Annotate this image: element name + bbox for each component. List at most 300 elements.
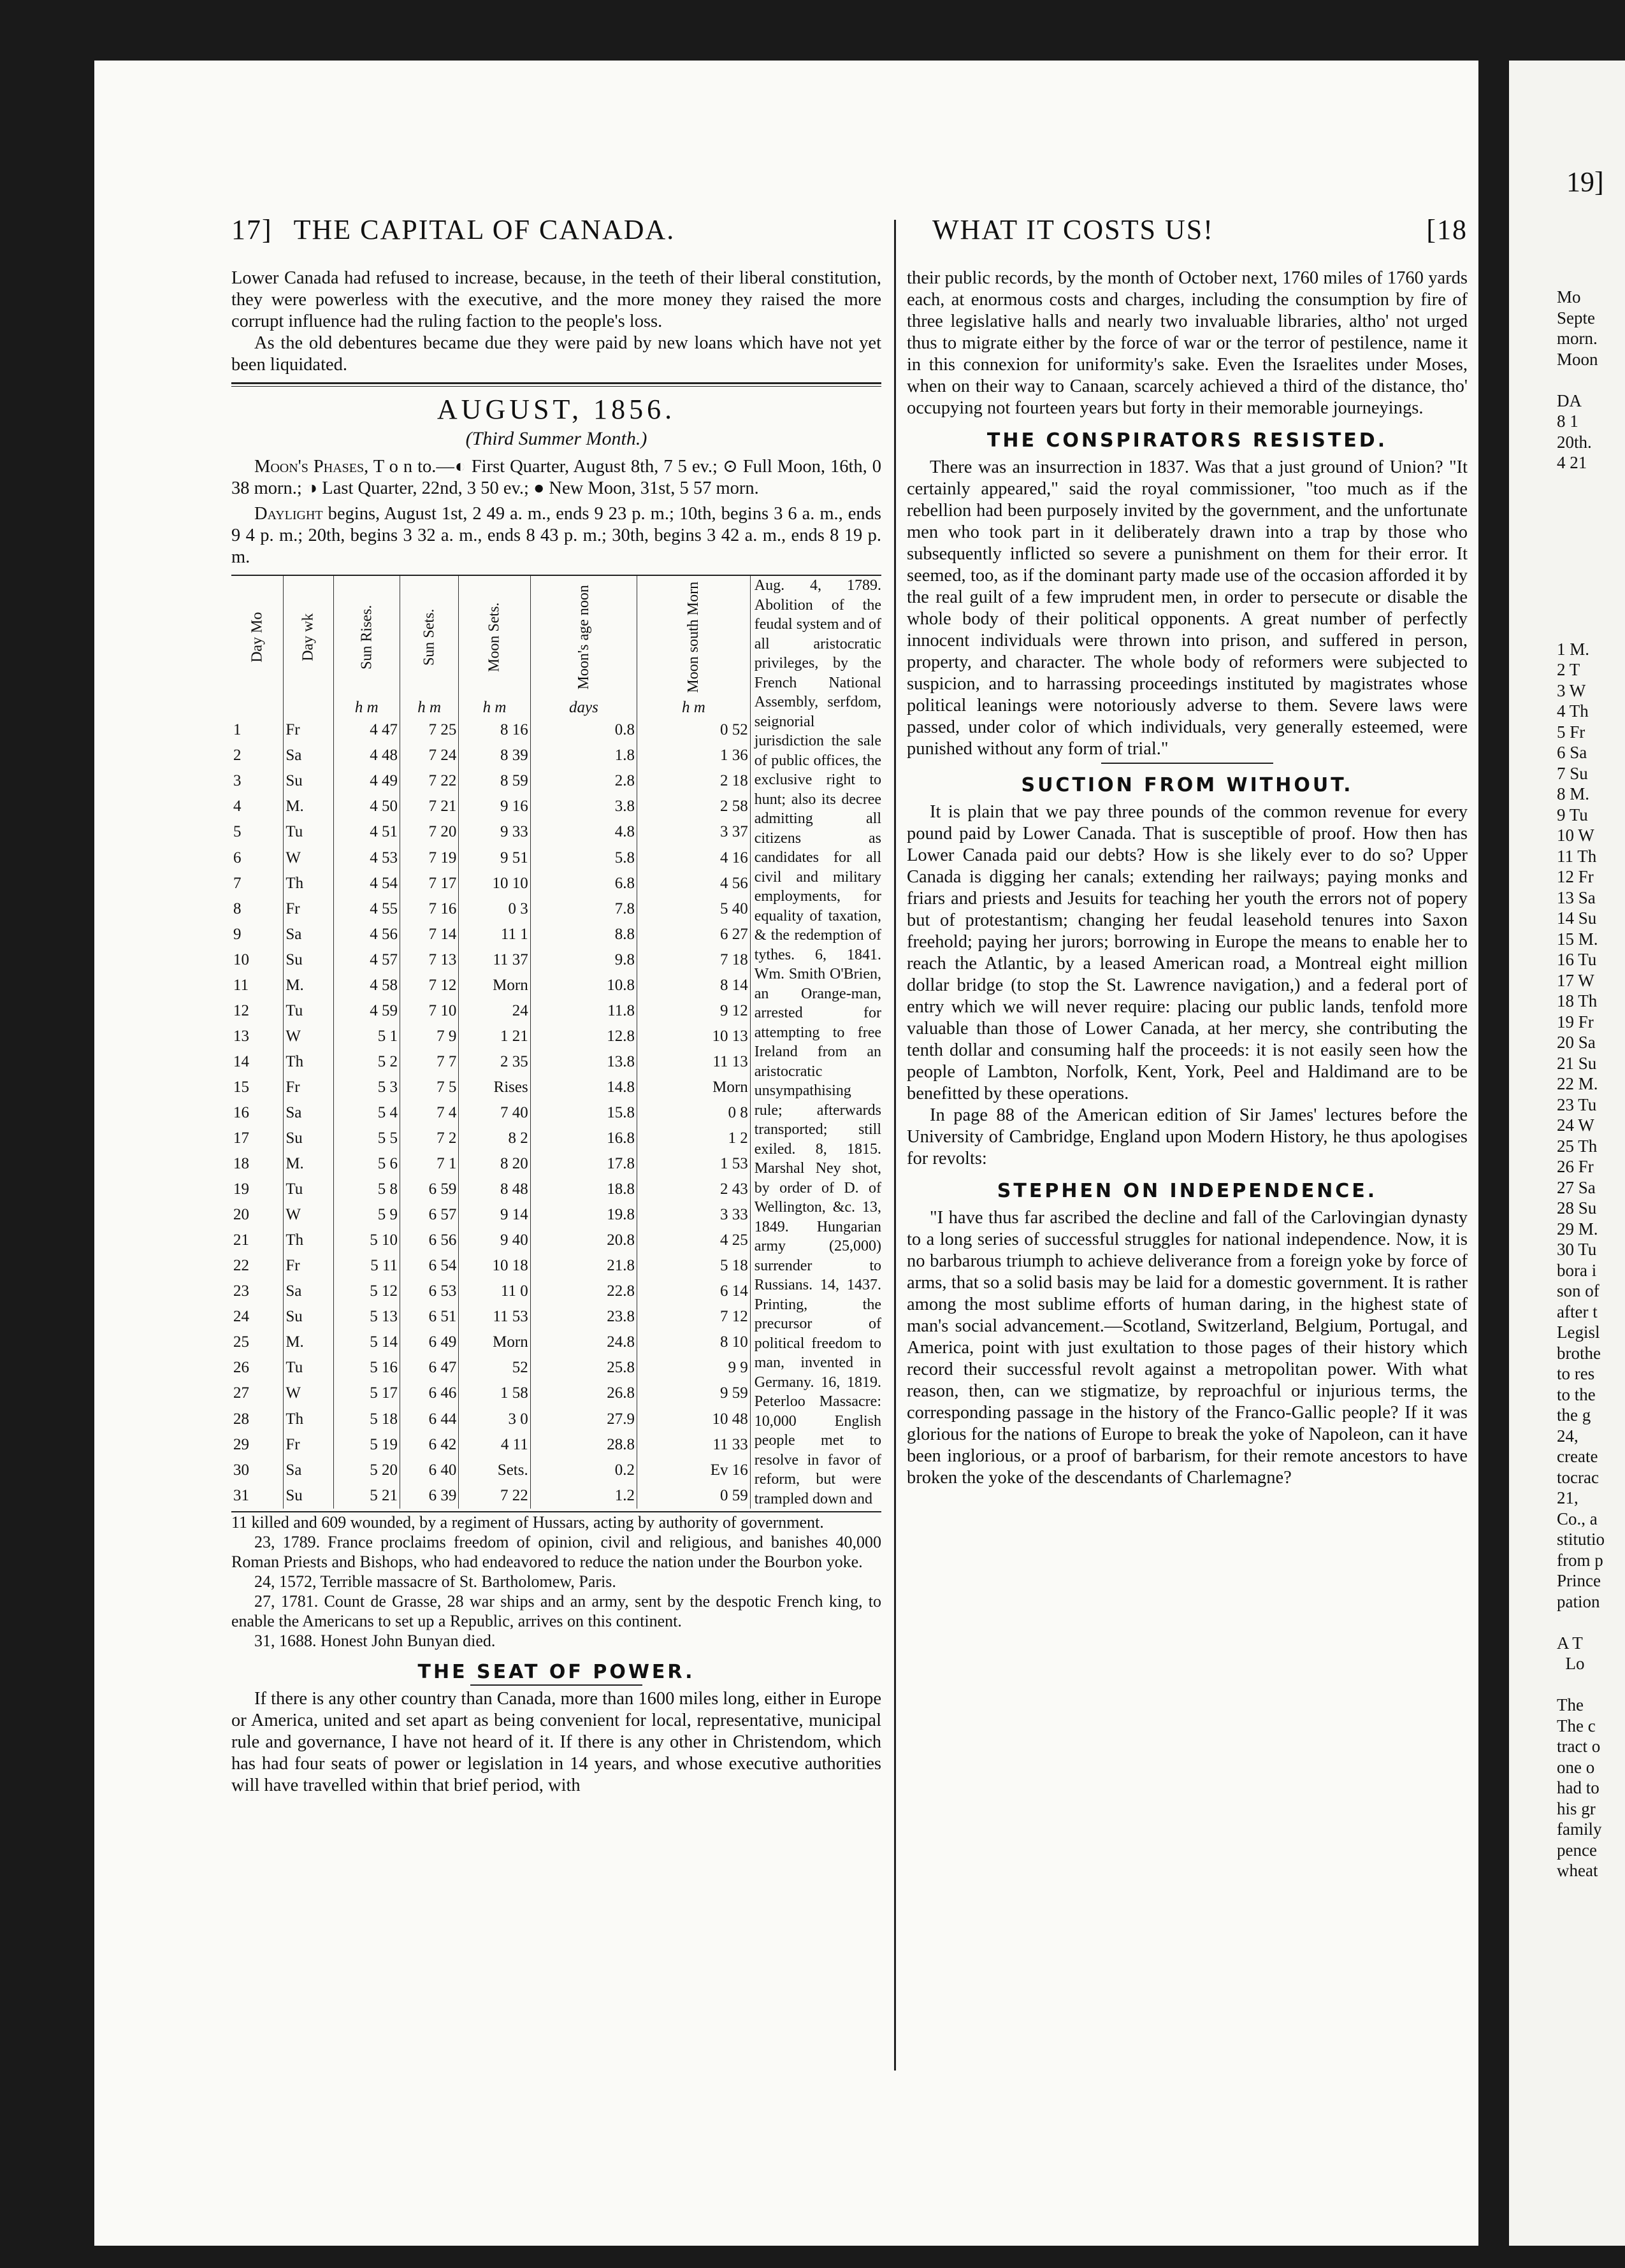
table-cell: 8 <box>233 900 242 917</box>
column-header-label: Day wk <box>300 613 317 661</box>
table-cell: 12.8 <box>530 1024 637 1049</box>
table-cell: 5 1 <box>333 1024 400 1049</box>
table-cell: 8.8 <box>530 922 637 947</box>
table-cell: 28 <box>233 1410 249 1428</box>
table-cell: 17 <box>233 1130 249 1147</box>
table-cell: 11 0 <box>459 1279 530 1305</box>
table-cell: 1 21 <box>459 1024 530 1049</box>
table-cell: 6 46 <box>400 1381 459 1407</box>
table-cell: 22.8 <box>530 1279 637 1305</box>
table-cell: 2 58 <box>637 794 750 820</box>
suction-heading: SUCTION FROM WITHOUT. <box>1021 774 1354 796</box>
table-cell: 4 11 <box>459 1432 530 1458</box>
table-cell: 7 17 <box>400 871 459 896</box>
table-cell: 1.2 <box>530 1483 637 1509</box>
table-cell: 4 54 <box>333 871 400 896</box>
table-row <box>231 1483 750 1509</box>
table-row <box>231 998 750 1024</box>
table-cell: M. <box>284 973 333 998</box>
table-cell: 5 4 <box>333 1100 400 1126</box>
table-cell: 4.8 <box>530 820 637 845</box>
table-row <box>231 896 750 922</box>
table-cell: 0.2 <box>530 1458 637 1483</box>
seat-heading: THE SEAT OF POWER. <box>417 1661 695 1683</box>
table-cell: 17.8 <box>530 1151 637 1177</box>
table-cell: 4 49 <box>333 769 400 794</box>
table-cell: 5 9 <box>333 1202 400 1228</box>
table-row <box>231 743 750 769</box>
column-header <box>231 576 284 698</box>
table-cell: Fr <box>284 718 333 743</box>
table-cell: 14.8 <box>530 1075 637 1100</box>
table-cell: 11 53 <box>459 1305 530 1330</box>
table-cell: 30 <box>233 1461 249 1479</box>
table-cell: 5 20 <box>333 1458 400 1483</box>
table-cell: Fr <box>284 1253 333 1279</box>
table-cell: Fr <box>284 1075 333 1100</box>
table-cell: 6 53 <box>400 1279 459 1305</box>
table-row <box>231 1151 750 1177</box>
table-cell: 5 21 <box>333 1483 400 1509</box>
table-cell: 10 18 <box>459 1253 530 1279</box>
table-cell: 12 <box>233 1001 249 1019</box>
table-cell: 5 16 <box>333 1356 400 1381</box>
table-cell: 2 <box>233 747 242 764</box>
table-cell: 16 <box>233 1103 249 1121</box>
table-cell: 3 37 <box>637 820 750 845</box>
table-cell: 8 20 <box>459 1151 530 1177</box>
table-cell: W <box>284 1202 333 1228</box>
table-cell: 22 <box>233 1257 249 1275</box>
table-cell: 7 9 <box>400 1024 459 1049</box>
table-cell: 4 58 <box>333 973 400 998</box>
table-row <box>231 1356 750 1381</box>
table-cell: Morn <box>459 973 530 998</box>
table-cell: 1 53 <box>637 1151 750 1177</box>
note-31: 31, 1688. Honest John Bunyan died. <box>254 1632 496 1650</box>
table-cell: 7 2 <box>400 1126 459 1151</box>
table-cell: 9 16 <box>459 794 530 820</box>
table-cell: W <box>284 1024 333 1049</box>
table-cell: 1 2 <box>637 1126 750 1151</box>
table-cell: 8 59 <box>459 769 530 794</box>
continued-paragraph: their public records, by the month of October next, 1760 miles of 1760 yards each, at enormous costs and charges, including the consumption by fire of three legislative halls and nearly two invaluable libraries, altho' not urged thus to migrate either by the force of war or the terror of pestilence, name it in this connexion for uniformity's sake. Even the Israelites under Moses, when on their way to Canaan, scarcely achieved a third of the distance, tho' occupying not fourteen years but forty in their memorable journeyings. <box>907 268 1468 418</box>
table-cell: 5.8 <box>530 845 637 871</box>
table-cell: 4 56 <box>637 871 750 896</box>
table-cell: 4 50 <box>333 794 400 820</box>
table-cell: 10 10 <box>459 871 530 896</box>
table-cell: 10 <box>233 951 249 968</box>
table-row <box>231 1407 750 1432</box>
table-cell: 25.8 <box>530 1356 637 1381</box>
table-cell: 11 37 <box>459 947 530 973</box>
table-cell: 8 14 <box>637 973 750 998</box>
table-cell: 3 <box>233 772 242 790</box>
table-cell: 0 52 <box>637 718 750 743</box>
table-cell: 7 19 <box>400 845 459 871</box>
table-cell: 21 <box>233 1231 249 1249</box>
table-cell: 8 39 <box>459 743 530 769</box>
table-cell: 8 2 <box>459 1126 530 1151</box>
table-cell: 0 3 <box>459 896 530 922</box>
table-cell: 27.9 <box>530 1407 637 1432</box>
table-row <box>231 1177 750 1202</box>
table-cell: 1 36 <box>637 743 750 769</box>
table-cell: Sa <box>284 1279 333 1305</box>
table-row <box>231 1432 750 1458</box>
table-cell: 23 <box>233 1282 249 1300</box>
table-cell: 7 22 <box>400 769 459 794</box>
table-cell: 6 47 <box>400 1356 459 1381</box>
table-cell: 9 9 <box>637 1356 750 1381</box>
table-cell: 27 <box>233 1384 249 1402</box>
table-row <box>231 845 750 871</box>
table-cell: 15.8 <box>530 1100 637 1126</box>
table-cell: Su <box>284 769 333 794</box>
table-cell: W <box>284 845 333 871</box>
table-cell: Sa <box>284 743 333 769</box>
left-page-number: 17] <box>231 214 273 245</box>
table-cell: 6 56 <box>400 1228 459 1253</box>
table-cell: 6 44 <box>400 1407 459 1432</box>
table-cell: 6 51 <box>400 1305 459 1330</box>
table-cell: 21.8 <box>530 1253 637 1279</box>
table-cell: 29 <box>233 1435 249 1453</box>
table-row <box>231 1126 750 1151</box>
table-cell: Fr <box>284 896 333 922</box>
table-cell: 4 53 <box>333 845 400 871</box>
table-cell: W <box>284 1381 333 1407</box>
table-cell: 7 5 <box>400 1075 459 1100</box>
table-cell: 6.8 <box>530 871 637 896</box>
daylight-text: begins, August 1st, 2 49 a. m., ends 9 23 p. m.; 10th, begins 3 6 a. m., ends 9 4 p. m.; 20th, begins 3 32 a. m., ends 8 43 p. m.; 30th, begins 3 42 a. m., ends 8 19 p. m. <box>231 504 882 567</box>
column-header <box>333 576 400 698</box>
table-cell: 13.8 <box>530 1049 637 1075</box>
table-cell: 26.8 <box>530 1381 637 1407</box>
table-cell: Morn <box>459 1330 530 1356</box>
column-header <box>400 576 459 698</box>
table-cell: Ev 16 <box>637 1458 750 1483</box>
table-cell: 5 5 <box>333 1126 400 1151</box>
table-cell: Fr <box>284 1432 333 1458</box>
table-row <box>231 1202 750 1228</box>
table-cell: 16.8 <box>530 1126 637 1151</box>
table-cell: 8 10 <box>637 1330 750 1356</box>
seat-paragraph: If there is any other country than Canada, more than 1600 miles long, either in Europe or America, united and set apart as being convenient for local, representative, municipal rule and governance, I have not heard of it. If there is any other in Christendom, which has had four seats of power or legislation in 14 years, and whose executive authorities will have travelled within that brief period, with <box>231 1689 881 1795</box>
table-cell: 5 17 <box>333 1381 400 1407</box>
table-cell: 10.8 <box>530 973 637 998</box>
table-cell: 24.8 <box>530 1330 637 1356</box>
table-cell: Sa <box>284 922 333 947</box>
table-cell: 7.8 <box>530 896 637 922</box>
table-cell: 0 59 <box>637 1483 750 1509</box>
table-cell: 7 21 <box>400 794 459 820</box>
table-row <box>231 1279 750 1305</box>
table-cell: 0 8 <box>637 1100 750 1126</box>
table-cell: 8 16 <box>459 718 530 743</box>
note-27: 27, 1781. Count de Grasse, 28 war ships and an army, sent by the despotic French king, to enable the Americans to set up a Republic, arrives on this continent. <box>231 1592 881 1630</box>
table-cell: 5 3 <box>333 1075 400 1100</box>
right-page-header <box>932 213 1468 246</box>
table-cell: 28.8 <box>530 1432 637 1458</box>
table-cell: 4 56 <box>333 922 400 947</box>
almanac-table-wrap <box>231 575 881 1509</box>
table-cell: 5 18 <box>333 1407 400 1432</box>
stephen-intro: In page 88 of the American edition of Sir James' lectures before the University of Cambridge, England upon Modern History, he thus apologises for revolts: <box>907 1105 1468 1168</box>
daylight-label: Daylight <box>254 504 323 524</box>
table-cell: Th <box>284 1049 333 1075</box>
table-cell: 4 59 <box>333 998 400 1024</box>
section-rule <box>231 382 881 387</box>
table-cell: 20.8 <box>530 1228 637 1253</box>
table-cell: Sa <box>284 1100 333 1126</box>
table-cell: 5 8 <box>333 1177 400 1202</box>
table-cell: 5 40 <box>637 896 750 922</box>
table-cell: 7 10 <box>400 998 459 1024</box>
table-row <box>231 1330 750 1356</box>
table-cell: Su <box>284 1483 333 1509</box>
table-row <box>231 1458 750 1483</box>
table-cell: 7 12 <box>400 973 459 998</box>
table-cell: 11 1 <box>459 922 530 947</box>
table-cell: 9 40 <box>459 1228 530 1253</box>
table-cell: 7 7 <box>400 1049 459 1075</box>
table-cell: 18.8 <box>530 1177 637 1202</box>
table-cell: 4 47 <box>333 718 400 743</box>
table-cell: 7 22 <box>459 1483 530 1509</box>
table-cell: 7 24 <box>400 743 459 769</box>
table-row <box>231 1381 750 1407</box>
table-cell: 8 48 <box>459 1177 530 1202</box>
table-cell: 4 25 <box>637 1228 750 1253</box>
table-cell: 9 59 <box>637 1381 750 1407</box>
table-row <box>231 1100 750 1126</box>
table-cell: 5 <box>233 823 242 841</box>
table-cell: 11.8 <box>530 998 637 1024</box>
column-header-label: Moon's age noon <box>575 584 592 690</box>
table-cell: 5 10 <box>333 1228 400 1253</box>
intro-paragraph-2: As the old debentures became due they were paid by new loans which have not yet been liquidated. <box>231 333 881 375</box>
table-cell: 20 <box>233 1206 249 1224</box>
table-cell: 10 13 <box>637 1024 750 1049</box>
table-cell: 18 <box>233 1155 249 1173</box>
table-cell: 6 57 <box>400 1202 459 1228</box>
conspirators-heading: THE CONSPIRATORS RESISTED. <box>986 429 1388 452</box>
table-cell: 2 18 <box>637 769 750 794</box>
historical-notes: Aug. 4, 1789. Abolition of the feudal system and of all aristocratic privileges, by the French National Assembly, serfdom, seignorial jurisdiction the sale of public offices, the exclusive right to hunt; also its decree admitting all citizens as candidates for all civil and military employments, for equality of taxation, & the redemption of tythes. 6, 1841. Wm. Smith O'Brien, an Orange-man, arrested for attempting to free Ireland from an aristocratic unsympathising rule; afterwards transported; still exiled. 8, 1815. Marshal Ney shot, by order of D. of Wellington, &c. 13, 1849. Hungarian army (25,000) surrender to Russians. 14, 1437. Printing, the precursor of political freedom to man, invented in Germany. 16, 1819. Peterloo Massacre: 10,000 English people met to resolve in favor of reform, but were trampled down and <box>750 576 881 1509</box>
table-cell: Sets. <box>459 1458 530 1483</box>
table-cell: 6 27 <box>637 922 750 947</box>
table-cell: 7 14 <box>400 922 459 947</box>
table-cell: 6 49 <box>400 1330 459 1356</box>
table-row <box>231 1024 750 1049</box>
left-column <box>231 268 881 1797</box>
almanac-title: AUGUST, 1856. <box>437 394 676 425</box>
column-header-label: Day Mo <box>249 612 266 663</box>
table-cell: 6 40 <box>400 1458 459 1483</box>
column-divider <box>894 220 896 2071</box>
unit-cell: h m <box>333 698 400 718</box>
column-header <box>459 576 530 698</box>
after-table-note: 11 killed and 609 wounded, by a regiment of Hussars, acting by authority of government. <box>231 1513 824 1532</box>
column-header <box>637 576 750 698</box>
table-cell: 6 <box>233 849 242 866</box>
heading-rule <box>470 1684 642 1686</box>
table-cell: 6 42 <box>400 1432 459 1458</box>
table-cell: 11 13 <box>637 1049 750 1075</box>
table-row <box>231 718 750 743</box>
table-cell: 3 0 <box>459 1407 530 1432</box>
table-cell: 5 6 <box>333 1151 400 1177</box>
moon-phases-text: T o n to.—◐ First Quarter, August 8th, 7 5 ev.; ⊙ Full Moon, 16th, 0 38 morn.; ◑ Last Quarter, 22nd, 3 50 ev.; ● New Moon, 31st, 5 57 morn. <box>231 457 881 498</box>
table-cell: 5 2 <box>333 1049 400 1075</box>
table-cell: 10 48 <box>637 1407 750 1432</box>
table-cell: 7 12 <box>637 1305 750 1330</box>
table-cell: 1.8 <box>530 743 637 769</box>
table-cell: Th <box>284 871 333 896</box>
moon-phases <box>231 456 881 499</box>
unit-cell: h m <box>459 698 530 718</box>
table-cell: 26 <box>233 1359 249 1377</box>
column-header-label: Sun Sets. <box>421 608 438 666</box>
table-cell: 9 12 <box>637 998 750 1024</box>
table-cell: Sa <box>284 1458 333 1483</box>
heading-rule <box>1101 763 1273 764</box>
table-row <box>231 947 750 973</box>
table-cell: M. <box>284 1151 333 1177</box>
table-cell: 7 20 <box>400 820 459 845</box>
table-cell: 2.8 <box>530 769 637 794</box>
table-cell: 9 <box>233 925 242 943</box>
table-cell: 15 <box>233 1078 249 1096</box>
column-header <box>530 576 637 698</box>
table-cell: 7 18 <box>637 947 750 973</box>
next-page-header: 19] <box>1566 166 1604 197</box>
unit-cell: h m <box>400 698 459 718</box>
table-cell: Su <box>284 1126 333 1151</box>
table-cell: 13 <box>233 1027 249 1045</box>
table-cell: 1 <box>233 721 242 739</box>
table-cell: 6 14 <box>637 1279 750 1305</box>
page-sheet <box>94 61 1478 2246</box>
table-row <box>231 820 750 845</box>
table-cell: Rises <box>459 1075 530 1100</box>
table-cell: 7 40 <box>459 1100 530 1126</box>
table-cell: 11 33 <box>637 1432 750 1458</box>
stephen-heading: STEPHEN ON INDEPENDENCE. <box>997 1180 1378 1202</box>
left-page-header <box>231 213 881 246</box>
table-cell: 4 51 <box>333 820 400 845</box>
table-cell: 6 39 <box>400 1483 459 1509</box>
table-cell: 9 14 <box>459 1202 530 1228</box>
table-row <box>231 769 750 794</box>
table-cell: Morn <box>637 1075 750 1100</box>
stephen-quote: "I have thus far ascribed the decline and fall of the Carlovingian dynasty to a long series of successful struggles for national independence. Now, it is no barbarous triumph to achieve deliverance from a foreign yoke by force of arms, that so a solid basis may be laid for a domestic government. It is rather among the most sublime efforts of human daring, in the highest state of man's social advancement.—Scotland, Switzerland, Belgium, Portugal, and America, point with just exultation to those pages of their history which record their successful revolt against a metropolitan power. With what reason, then, can we stigmatize, by reproachful or injurious terms, the corresponding passage in the history of the Franco-Gallic people? If it was glorious for the nations of Europe to break the yoke of Napoleon, can it have been inglorious, or a proof of barbarism, for their remote ancestors to have broken the yoke of the descendants of Charlemagne? <box>907 1208 1468 1488</box>
almanac-subtitle: (Third Summer Month.) <box>465 428 647 449</box>
table-cell: 9.8 <box>530 947 637 973</box>
table-cell: 7 13 <box>400 947 459 973</box>
column-header-label: Moon south Morn <box>685 581 702 693</box>
table-row <box>231 1075 750 1100</box>
table-cell: Tu <box>284 998 333 1024</box>
table-cell: 5 19 <box>333 1432 400 1458</box>
table-cell: 5 14 <box>333 1330 400 1356</box>
table-cell: 4 55 <box>333 896 400 922</box>
right-header-title: WHAT IT COSTS US! <box>932 214 1214 245</box>
column-header-label: Moon Sets. <box>486 602 503 672</box>
right-page-number: [18 <box>1426 214 1468 245</box>
column-header-label: Sun Rises. <box>358 605 375 670</box>
table-cell: 2 43 <box>637 1177 750 1202</box>
table-cell: 25 <box>233 1333 249 1351</box>
table-cell: 7 25 <box>400 718 459 743</box>
unit-cell: h m <box>637 698 750 718</box>
table-cell: Th <box>284 1228 333 1253</box>
table-cell: 24 <box>233 1308 249 1326</box>
table-cell: 3 33 <box>637 1202 750 1228</box>
table-cell: 24 <box>459 998 530 1024</box>
table-cell: 11 <box>233 976 249 994</box>
table-cell: 31 <box>233 1486 249 1504</box>
unit-cell: days <box>530 698 637 718</box>
table-cell: Su <box>284 1305 333 1330</box>
table-cell: Th <box>284 1407 333 1432</box>
table-row <box>231 1228 750 1253</box>
table-row <box>231 973 750 998</box>
table-cell: 52 <box>459 1356 530 1381</box>
suction-paragraph: It is plain that we pay three pounds of the common revenue for every pound paid by Lower Canada. That is susceptible of proof. How then has Lower Canada paid our debts? How is she likely ever to do so? Upper Canada is digging her canals; extending her railways; paying monks and friars and priests and Jesuits for teaching her youth the errors not of popery but of protestantism; changing her feudal leasehold tenures into Saxon freehold; paying her jurors; borrowing in Europe the means to enable her to reach the Atlantic, by a leased American road, a Montreal eight million dollar bridge (to stop the St. Lawrence navigation,) and a federal port of entry which we will never require: placing our public lands, tenfold more valuable than those of Lower Canada, at her mercy, she contributing the tenth dollar and consuming half the proceeds: it is not easily seen how the people of Lambton, Norfolk, Kent, York, Peel and Haldimand are to be benefitted by these operations. <box>907 802 1468 1103</box>
table-cell: 4 16 <box>637 845 750 871</box>
intro-paragraph-1: Lower Canada had refused to increase, because, in the teeth of their liberal constitution, they were powerless with the executive, and the more money they raised the more corrupt influence had the ruling faction to the people's loss. <box>231 268 881 331</box>
next-page-fragment <box>1509 61 1625 2246</box>
table-cell: 4 <box>233 798 242 815</box>
almanac-table <box>231 576 750 1509</box>
table-row <box>231 1253 750 1279</box>
table-row <box>231 794 750 820</box>
table-cell: M. <box>284 794 333 820</box>
unit-cell <box>284 698 333 718</box>
table-cell: Tu <box>284 1177 333 1202</box>
table-cell: 3.8 <box>530 794 637 820</box>
right-column <box>907 268 1468 1489</box>
table-cell: 5 13 <box>333 1305 400 1330</box>
table-cell: 7 16 <box>400 896 459 922</box>
table-cell: M. <box>284 1330 333 1356</box>
table-cell: 14 <box>233 1052 249 1070</box>
table-cell: 4 57 <box>333 947 400 973</box>
table-cell: Tu <box>284 1356 333 1381</box>
table-cell: 19.8 <box>530 1202 637 1228</box>
table-row <box>231 922 750 947</box>
table-cell: 6 54 <box>400 1253 459 1279</box>
table-cell: 1 58 <box>459 1381 530 1407</box>
next-page-text: Mo Septe morn. Moon DA 8 1 20th. 4 21 1 M. 2 T 3 W 4 Th 5 Fr 6 Sa 7 Su 8 M. 9 Tu 10 W 11 Th 12 Fr 13 Sa 14 Su 15 M. 16 Tu 17 W 18 Th 19 Fr 20 Sa 21 Su 22 M. 23 Tu 24 W 25 Th 26 Fr 27 Sa 28 Su 29 M. 30 Tu bora i son of after t Legisl brothe to res to the the g 24, create tocrac 21, Co., a stitutio from p Prince pation A T Lo The The c tract o one o had to his gr family pence wheat <box>1557 287 1605 1880</box>
table-cell: 5 18 <box>637 1253 750 1279</box>
table-cell: 0.8 <box>530 718 637 743</box>
note-23: 23, 1789. France proclaims freedom of opinion, civil and religious, and banishes 40,000 Roman Priests and Bishops, who had endeavored to reduce the nation under the Bourbon yoke. <box>231 1533 881 1571</box>
table-row <box>231 1049 750 1075</box>
table-cell: 5 11 <box>333 1253 400 1279</box>
table-cell: 7 4 <box>400 1100 459 1126</box>
table-cell: 19 <box>233 1181 249 1198</box>
table-row <box>231 1305 750 1330</box>
table-cell: 5 12 <box>333 1279 400 1305</box>
table-cell: 4 48 <box>333 743 400 769</box>
left-header-title: THE CAPITAL OF CANADA. <box>293 214 675 245</box>
daylight <box>231 503 881 568</box>
conspirators-paragraph: There was an insurrection in 1837. Was that a just ground of Union? "It certainly appeared," said the royal commissioner, "too much as if the rebellion had been purposely invited by the government, and the unfortunate men who took part in it deliberately drawn into a trap by those who subsequently inflicted so severe a punishment on them for their error. It seemed, too, as if the dominant party made use of the occasion afforded it by the real guilt of a few imprudent men, in order to persecute or disable the whole body of their political opponents. A great number of perfectly innocent individuals were thrown into prison, and suffered in person, property, and character. The whole body of reformers were subjected to suspicion, and to harrassing proceedings instituted by magistrates whose political leanings were notoriously adverse to them. Severe laws were passed, under color of which individuals, very generally esteemed, were punished without any form of trial." <box>907 457 1468 759</box>
table-cell: 6 59 <box>400 1177 459 1202</box>
